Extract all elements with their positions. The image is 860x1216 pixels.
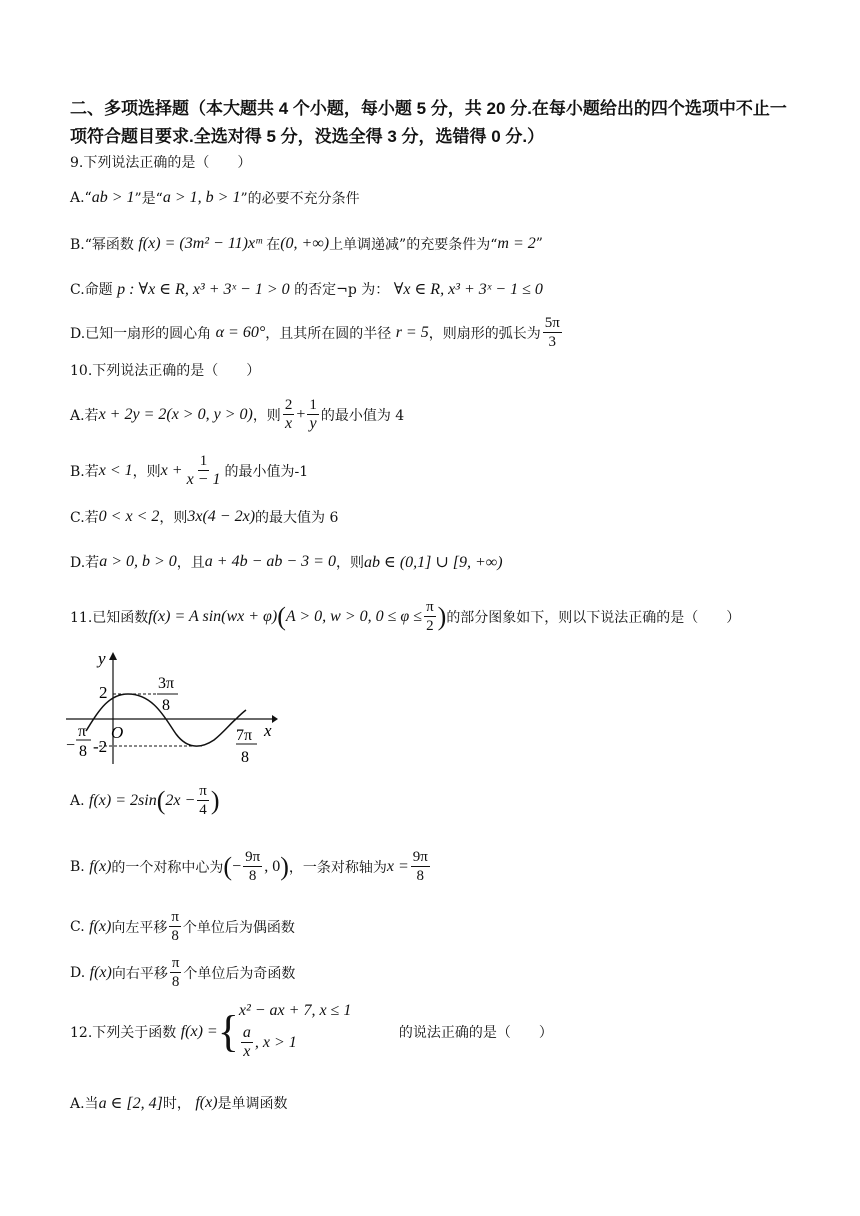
text-segment: ，且其所在圆的半径 bbox=[265, 325, 392, 342]
text-segment: x < 1 bbox=[98, 461, 133, 479]
text-segment: 的否定¬p 为： bbox=[294, 282, 390, 298]
bracket: ( bbox=[156, 785, 166, 815]
fraction bbox=[170, 954, 182, 991]
text-segment: 的一个对称中心为 bbox=[111, 859, 224, 876]
question-9-option-d bbox=[70, 314, 564, 351]
fraction bbox=[197, 782, 209, 819]
question-11-option-c bbox=[70, 908, 295, 945]
peak-den: 8 bbox=[162, 697, 170, 714]
text-segment: π bbox=[199, 783, 207, 799]
text-segment: p : ∀x ∈ R, x³ + 3ˣ − 1 > 0 bbox=[117, 281, 290, 298]
text-segment: 3x(4 − 2x) bbox=[187, 508, 256, 525]
fraction bbox=[411, 848, 430, 885]
text-segment: a ∈ [2, 4] bbox=[98, 1095, 163, 1112]
text-segment: 1 bbox=[199, 453, 208, 469]
text-segment: D.已知一扇形的圆心角 bbox=[70, 325, 212, 342]
text-segment: 3 bbox=[548, 334, 556, 350]
text-segment: 向左平移 bbox=[111, 919, 168, 936]
text-segment: A > 0, w > 0, 0 ≤ φ ≤ bbox=[285, 607, 423, 625]
text-segment: 9.下列说法正确的是（ ） bbox=[70, 155, 252, 171]
text-segment: 9π bbox=[245, 849, 261, 865]
question-11-option-b bbox=[70, 848, 432, 885]
fraction bbox=[241, 1024, 253, 1061]
text-segment: ，则 bbox=[159, 510, 188, 526]
text-segment: ” bbox=[535, 236, 543, 252]
case-1: x² − ax + 7, x ≤ 1 bbox=[238, 1002, 352, 1019]
text-segment: − bbox=[232, 857, 242, 875]
text-segment: 是单调函数 bbox=[217, 1096, 288, 1112]
text-segment: ∀x ∈ R, x³ + 3ˣ − 1 ≤ 0 bbox=[393, 281, 543, 298]
question-11-option-d bbox=[70, 954, 295, 991]
text-segment: m = 2 bbox=[497, 235, 536, 252]
fraction bbox=[169, 908, 181, 945]
text-segment: f(x) = A sin(wx + φ) bbox=[148, 607, 278, 625]
question-10-option-d bbox=[70, 552, 503, 572]
question-10-option-b bbox=[70, 452, 308, 489]
text-segment: f(x) bbox=[89, 963, 112, 981]
text-segment: 8 bbox=[171, 928, 179, 944]
text-segment: 2 bbox=[426, 618, 434, 634]
x-axis-arrow-icon bbox=[272, 715, 278, 723]
neg-sign: − bbox=[66, 737, 76, 754]
x-axis-label: x bbox=[264, 721, 272, 740]
neg-den: 8 bbox=[79, 743, 87, 760]
case-2 bbox=[239, 1024, 399, 1061]
fraction bbox=[424, 598, 436, 635]
text-segment: x bbox=[243, 1043, 251, 1060]
text-segment: 2 bbox=[284, 397, 293, 413]
bracket: ( bbox=[223, 851, 233, 881]
text-segment: 的部分图象如下，则以下说法正确的是（ ） bbox=[446, 609, 741, 626]
text-segment: f(x) = 2sin bbox=[89, 791, 157, 809]
question-11-option-a bbox=[70, 782, 220, 819]
text-segment: ，且 bbox=[176, 555, 205, 571]
fraction bbox=[543, 314, 562, 351]
question-10-option-a bbox=[70, 396, 404, 433]
section-title: 二、多项选择题（本大题共 4 个小题，每小题 5 分，共 20 分.在每小题给出的四个选项中不止一项符合题目要求.全选对得 5 分，没选全得 3 分，选错得 0 分.） bbox=[70, 99, 787, 146]
text-segment: a > 1, b > 1 bbox=[162, 189, 241, 206]
text-segment: C. bbox=[70, 918, 85, 935]
y-axis-arrow-icon bbox=[109, 652, 117, 660]
text-segment: + bbox=[296, 405, 306, 423]
text-segment: π bbox=[426, 599, 434, 615]
neg-num: π bbox=[78, 723, 87, 740]
text-segment: B.“幂函数 bbox=[70, 237, 134, 253]
text-segment: ，则 bbox=[335, 555, 364, 571]
text-segment: C.若 bbox=[70, 510, 99, 526]
fraction bbox=[185, 452, 223, 489]
text-segment: x = bbox=[386, 857, 409, 875]
text-segment: (0, +∞) bbox=[280, 235, 330, 252]
fraction bbox=[243, 848, 262, 885]
text-segment: f(x) = bbox=[180, 1022, 218, 1040]
text-segment: y bbox=[309, 415, 317, 432]
text-segment: f(x) bbox=[195, 1094, 218, 1111]
fraction bbox=[307, 396, 319, 433]
text-segment: 的最大值为 6 bbox=[255, 510, 339, 526]
text-segment: C.命题 bbox=[70, 282, 113, 298]
question-9-option-c bbox=[70, 279, 543, 299]
text-segment: a bbox=[242, 1024, 251, 1041]
question-12-option-a bbox=[70, 1093, 288, 1113]
text-segment: D.若 bbox=[70, 555, 100, 571]
text-segment: a > 0, b > 0 bbox=[99, 553, 177, 570]
text-segment: 12.下列关于函数 bbox=[70, 1024, 177, 1041]
question-11-stem bbox=[70, 598, 740, 635]
bracket: ) bbox=[437, 601, 447, 631]
zero-den: 8 bbox=[241, 749, 249, 766]
bracket: { bbox=[217, 1006, 239, 1056]
text-segment: x bbox=[285, 415, 293, 432]
y-axis-label: y bbox=[98, 652, 106, 668]
text-segment: ”是“ bbox=[134, 191, 163, 207]
text-segment: ”的必要不充分条件 bbox=[240, 191, 360, 207]
text-segment: 1 bbox=[309, 397, 317, 413]
peak-num: 3π bbox=[158, 675, 175, 692]
text-segment: f(x) bbox=[89, 917, 112, 935]
text-segment: 2x − bbox=[165, 791, 196, 809]
text-segment: π bbox=[171, 955, 180, 971]
text-segment: , x > 1 bbox=[254, 1033, 297, 1051]
text-segment: 4 bbox=[199, 802, 207, 818]
question-9-option-a bbox=[70, 188, 360, 208]
text-segment: B.若 bbox=[70, 463, 99, 480]
text-segment: 上单调递减”的充要条件为“ bbox=[329, 237, 498, 253]
text-segment: 9π bbox=[412, 849, 428, 865]
text-segment: ，则 bbox=[132, 463, 161, 480]
question-10-option-c bbox=[70, 507, 338, 527]
text-segment: a + 4b − ab − 3 = 0 bbox=[204, 553, 336, 570]
text-segment: 11.已知函数 bbox=[70, 609, 149, 626]
text-segment: B. bbox=[70, 858, 85, 875]
sine-graph bbox=[66, 652, 278, 770]
max-label: 2 bbox=[99, 683, 108, 702]
text-segment: A. bbox=[70, 792, 85, 809]
text-segment: 8 bbox=[416, 868, 425, 884]
text-segment: r = 5 bbox=[395, 323, 429, 341]
question-9-stem bbox=[70, 152, 251, 172]
question-10-stem bbox=[70, 360, 260, 380]
bracket: ) bbox=[280, 851, 289, 881]
text-segment: 个单位后为偶函数 bbox=[182, 919, 295, 936]
text-segment: A.当 bbox=[70, 1096, 99, 1112]
text-segment: 的最小值为 4 bbox=[320, 407, 405, 424]
text-segment: 的说法正确的是（ ） bbox=[398, 1024, 553, 1041]
text-segment: x + 2y = 2(x > 0, y > 0) bbox=[98, 405, 253, 423]
text-segment: 向右平移 bbox=[111, 965, 168, 982]
text-segment: α = 60° bbox=[215, 323, 266, 341]
text-segment: ，一条对称轴为 bbox=[288, 859, 387, 876]
text-segment: ab > 1 bbox=[91, 189, 135, 206]
text-segment: ab ∈ (0,1] ∪ [9, +∞) bbox=[363, 554, 503, 571]
zero-num: 7π bbox=[236, 727, 253, 744]
text-segment: 时， bbox=[162, 1096, 191, 1112]
text-segment: , 0 bbox=[264, 857, 281, 875]
text-segment: A.“ bbox=[70, 190, 92, 206]
text-segment: ，则扇形的弧长为 bbox=[428, 325, 541, 342]
question-12-stem bbox=[70, 1002, 553, 1061]
text-segment: f(x) = (3m² − 11)xᵐ bbox=[138, 235, 262, 252]
min-label: -2 bbox=[93, 737, 108, 756]
text-segment: ，则 bbox=[252, 407, 281, 424]
text-segment: A.若 bbox=[70, 407, 99, 424]
bracket: ( bbox=[277, 601, 286, 631]
question-9-option-b bbox=[70, 234, 543, 254]
origin-label: O bbox=[111, 723, 124, 742]
text-segment: 5π bbox=[544, 315, 560, 331]
text-segment: π bbox=[171, 909, 179, 925]
text-segment: 8 bbox=[248, 868, 257, 884]
text-segment: 的最小值为-1 bbox=[224, 463, 309, 480]
text-segment: f(x) bbox=[89, 857, 112, 875]
text-segment: D. bbox=[70, 964, 86, 981]
text-segment: x + bbox=[160, 461, 183, 479]
text-segment: x − 1 bbox=[186, 471, 221, 488]
text-segment: 8 bbox=[171, 974, 180, 990]
text-segment: 0 < x < 2 bbox=[98, 508, 160, 525]
text-segment: 个单位后为奇函数 bbox=[183, 965, 296, 982]
bracket: ) bbox=[210, 785, 220, 815]
fraction bbox=[283, 396, 295, 433]
text-segment: 10.下列说法正确的是（ ） bbox=[70, 363, 261, 379]
text-segment: 在 bbox=[266, 237, 281, 253]
